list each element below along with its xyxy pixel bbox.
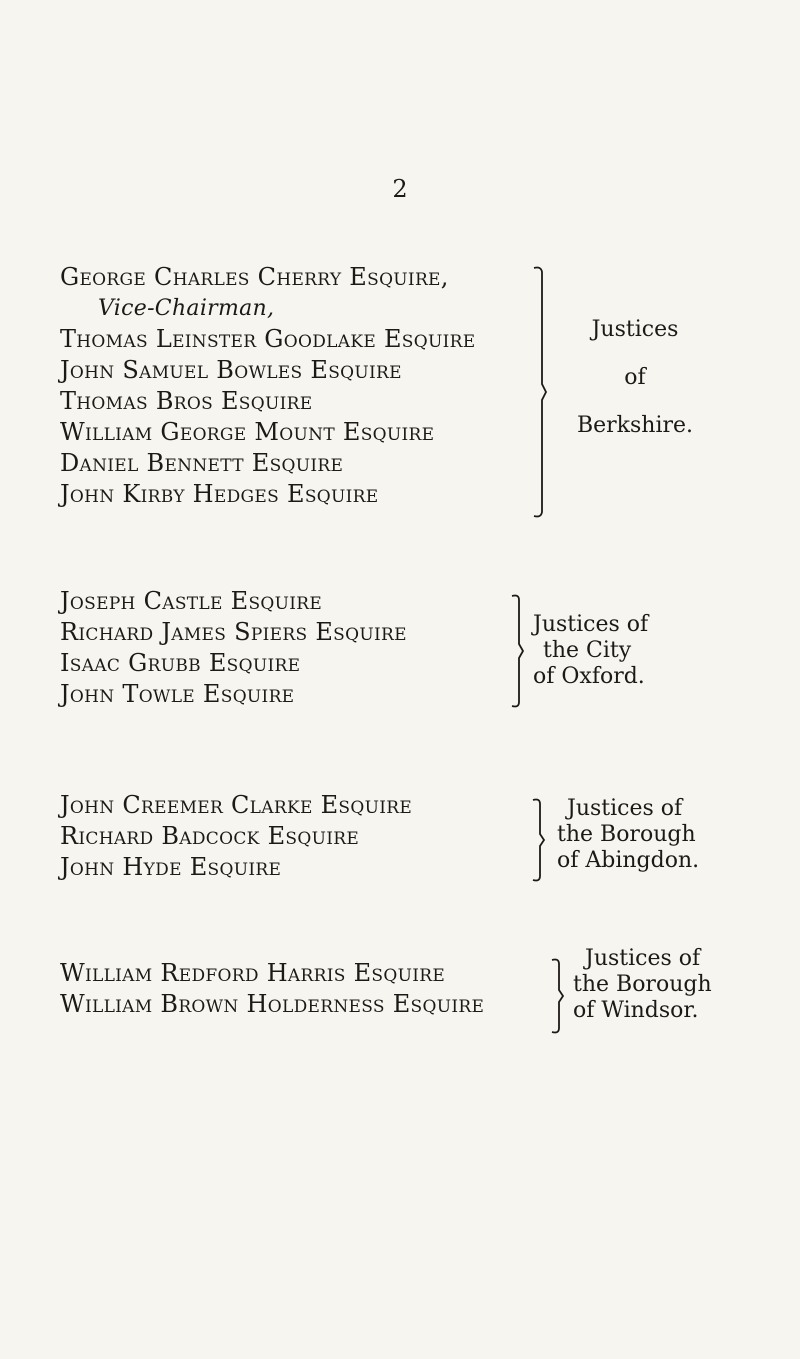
name-list <box>60 790 412 883</box>
label-line: Justices of <box>533 612 649 637</box>
justice-name: John Hyde Esquire <box>60 853 282 881</box>
jurisdiction-label <box>565 317 705 439</box>
justice-name: John Samuel Bowles Esquire <box>60 356 402 384</box>
justice-name: Thomas Bros Esquire <box>60 387 313 415</box>
label-line: of Windsor. <box>573 998 699 1023</box>
justices-group-abingdon <box>60 790 760 890</box>
justice-name: George Charles Cherry Esquire, <box>60 263 449 291</box>
jurisdiction-label <box>573 946 712 1024</box>
name-list <box>60 958 484 1020</box>
label-line: Berkshire. <box>576 413 694 438</box>
justice-name: John Creemer Clarke Esquire <box>60 791 413 819</box>
justice-name: William Brown Holderness Esquire <box>60 990 485 1018</box>
label-line: of <box>624 365 646 390</box>
label-line: of Oxford. <box>533 664 645 689</box>
page-number: 2 <box>392 175 408 203</box>
justice-title: Vice-Chairman, <box>98 296 275 321</box>
justice-name: Thomas Leinster Goodlake Esquire <box>60 325 476 353</box>
label-line: the Borough <box>557 822 696 847</box>
label-line: Justices of <box>585 946 701 971</box>
brace-bracket <box>552 958 566 1034</box>
name-list <box>60 586 407 710</box>
justice-name: Isaac Grubb Esquire <box>60 649 301 677</box>
brace-bracket <box>533 798 547 882</box>
jurisdiction-label <box>557 796 699 874</box>
justice-name: John Towle Esquire <box>60 680 295 708</box>
label-line: the City <box>543 638 632 663</box>
label-line: the Borough <box>573 972 712 997</box>
justice-name: John Kirby Hedges Esquire <box>60 480 379 508</box>
justices-group-oxford <box>60 586 760 716</box>
justices-group-berkshire <box>60 62 760 508</box>
name-list <box>60 262 475 510</box>
label-line: of Abingdon. <box>557 848 700 873</box>
label-line: Justices of <box>567 796 683 821</box>
justice-name: Daniel Bennett Esquire <box>60 449 344 477</box>
brace-bracket <box>534 266 548 518</box>
brace-bracket <box>512 594 526 708</box>
justices-group-windsor <box>60 946 780 1038</box>
justice-name: Joseph Castle Esquire <box>60 587 323 615</box>
justice-name: Richard Badcock Esquire <box>60 822 360 850</box>
justice-name: William George Mount Esquire <box>60 418 435 446</box>
label-line: Justices <box>591 317 679 342</box>
justice-name: Richard James Spiers Esquire <box>60 618 407 646</box>
jurisdiction-label <box>533 612 648 690</box>
justice-name: William Redford Harris Esquire <box>60 959 446 987</box>
